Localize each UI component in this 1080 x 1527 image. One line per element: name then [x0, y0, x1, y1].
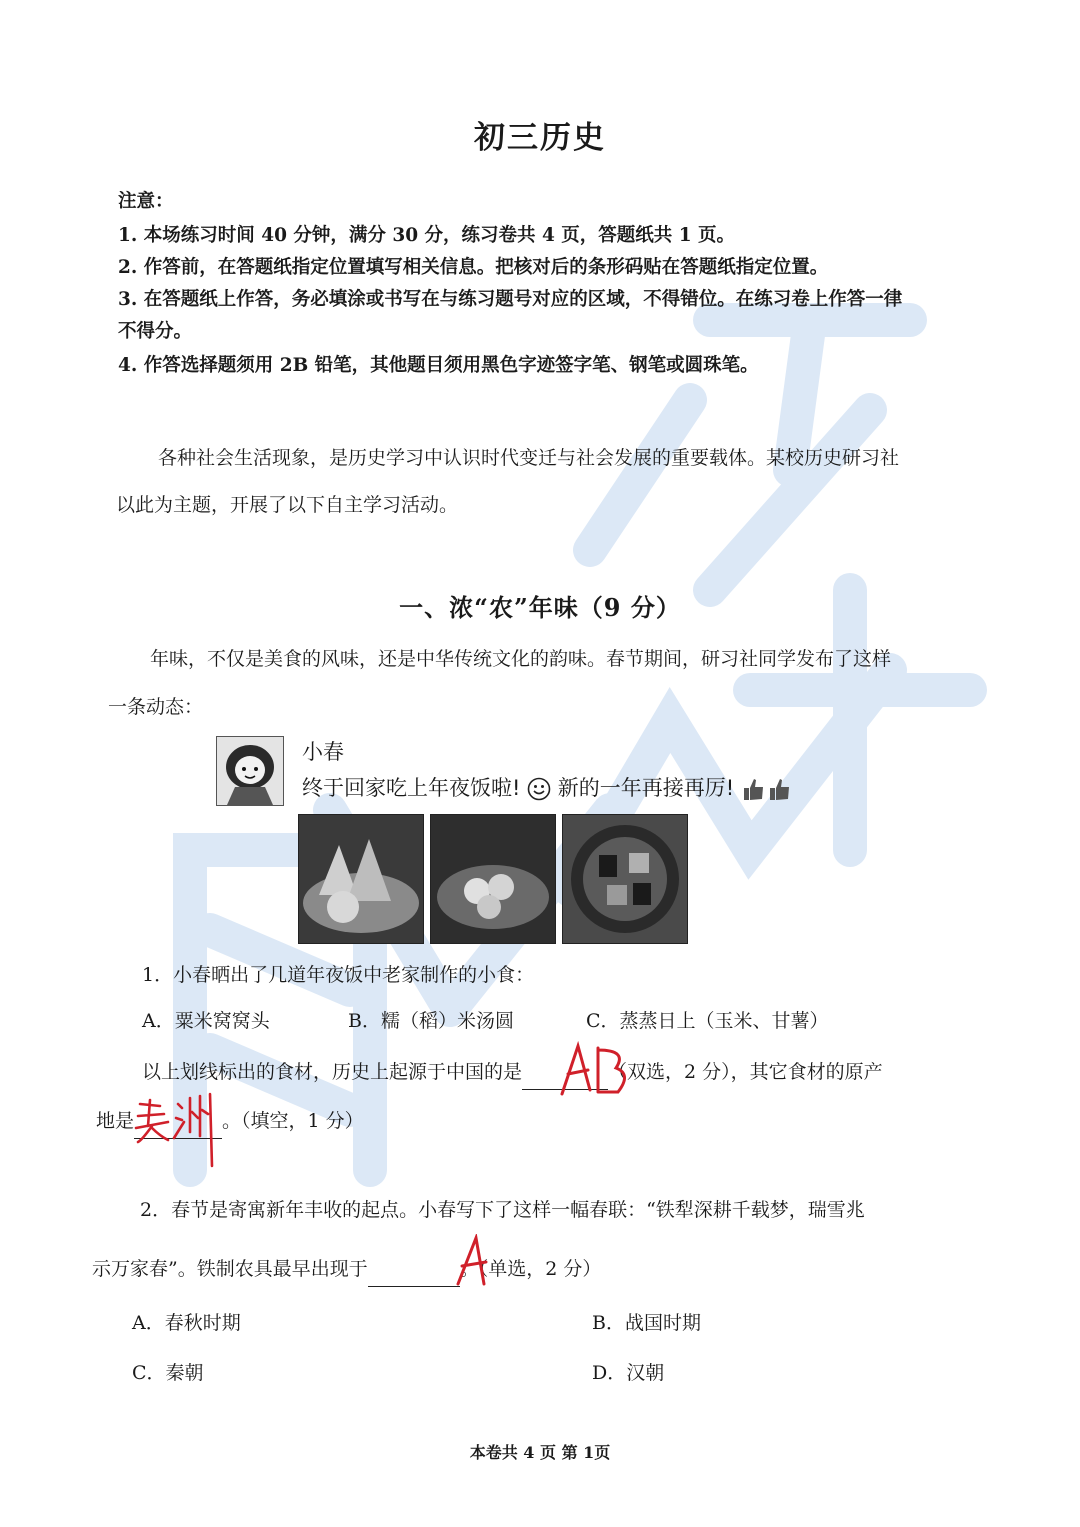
notice-item-1: 1. 本场练习时间 40 分钟，满分 30 分，练习卷共 4 页，答题纸共 1 页。	[118, 225, 736, 246]
q2-option-c: C．秦朝	[132, 1362, 204, 1384]
q2-option-b: B．战国时期	[592, 1312, 701, 1334]
notice-item-3: 3. 在答题纸上作答，务必填涂或书写在与练习题号对应的区域，不得错位。在练习卷上作答一律	[118, 289, 903, 310]
q1-line-1	[142, 1055, 883, 1090]
section-intro-line-2: 一条动态：	[108, 696, 204, 718]
intro-line-1: 各种社会生活现象，是历史学习中认识时代变迁与社会发展的重要载体。某校历史研习社	[158, 447, 900, 469]
notice-item-3-cont: 不得分。	[118, 321, 193, 342]
page-title: 初三历史	[474, 120, 606, 156]
notice-heading: 注意：	[118, 191, 174, 212]
q1-stem: 1．小春晒出了几道年夜饭中老家制作的小食：	[142, 964, 535, 986]
q1-option-b: B．糯（稻）米汤圆	[348, 1010, 514, 1032]
notice-item-4: 4. 作答选择题须用 2B 铅笔，其他题目须用黑色字迹签字笔、钢笔或圆珠笔。	[118, 355, 759, 376]
q1-line-1-post: （双选，2 分），其它食材的原产	[608, 1061, 883, 1083]
food-photo-wotou	[298, 814, 424, 944]
q1-line-1-pre: 以上划线标出的食材，历史上起源于中国的是	[142, 1061, 523, 1083]
q2-line-1: 2．春节是寄寓新年丰收的起点。小春写下了这样一幅春联：“铁犁深耕千载梦，瑞雪兆	[140, 1199, 865, 1221]
intro-line-2: 以此为主题，开展了以下自主学习活动。	[116, 494, 459, 516]
thumbs-up-icon	[741, 776, 795, 802]
food-photo-tangyuan	[430, 814, 556, 944]
q1-line-2-post: 。（填空，1 分）	[222, 1110, 364, 1132]
q2-answer-blank	[368, 1252, 460, 1287]
q2-line-2-post: 。（单选，2 分）	[459, 1258, 602, 1280]
q1-option-c: C．蒸蒸日上（玉米、甘薯）	[586, 1010, 829, 1032]
q1-line-2-pre: 地是	[96, 1110, 135, 1132]
avatar	[216, 736, 284, 806]
q1-answer-blank-2	[134, 1104, 222, 1139]
girl-avatar-icon	[217, 737, 283, 805]
q2-line-2-pre: 示万家春”。铁制农具最早出现于	[92, 1258, 368, 1280]
q1-answer-blank-1	[522, 1055, 608, 1090]
post-username: 小春	[302, 740, 344, 764]
q2-option-d: D．汉朝	[592, 1362, 665, 1384]
post-message-part-1: 终于回家吃上年夜饭啦!	[302, 776, 521, 800]
food-photo-steamed	[562, 814, 688, 944]
q2-line-2	[92, 1252, 601, 1287]
q1-option-a: A．粟米窝窝头	[142, 1010, 270, 1032]
page-footer: 本卷共 4 页 第 1页	[469, 1443, 611, 1462]
notice-item-2: 2. 作答前，在答题纸指定位置填写相关信息。把核对后的条形码贴在答题纸指定位置。	[118, 257, 829, 278]
smile-icon	[527, 777, 551, 801]
post-message	[302, 772, 795, 802]
social-post	[216, 736, 856, 946]
q1-line-2	[96, 1104, 364, 1139]
section-intro-line-1: 年味，不仅是美食的风味，还是中华传统文化的韵味。春节期间，研习社同学发布了这样	[150, 648, 892, 670]
post-message-part-2: 新的一年再接再厉!	[557, 776, 735, 800]
section-title: 一、浓“农”年味（9 分）	[399, 593, 681, 622]
q2-option-a: A．春秋时期	[132, 1312, 241, 1334]
